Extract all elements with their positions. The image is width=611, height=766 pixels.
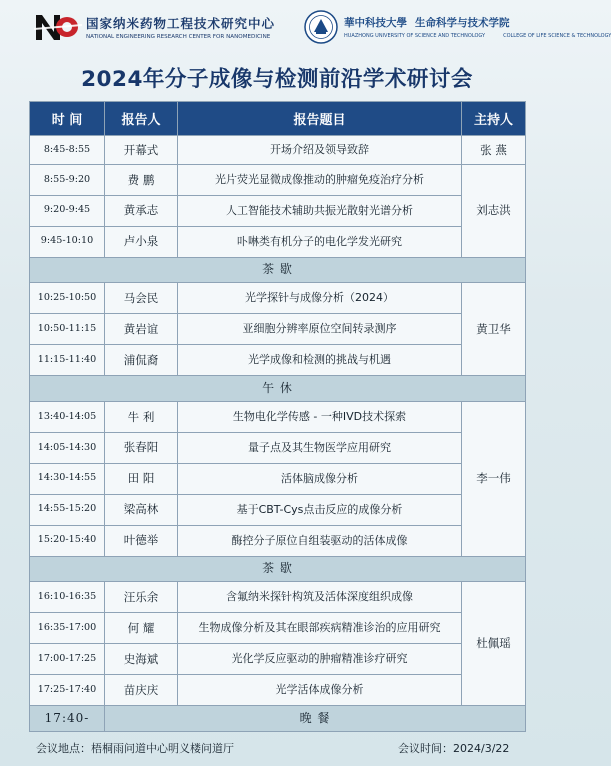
break-label: 晚 餐 [105,705,526,731]
speaker-cell: 黄承志 [105,195,178,226]
break-row [30,376,526,402]
topic-cell: 活体脑成像分析 [178,463,462,494]
speaker-cell: 叶德举 [105,525,178,556]
schedule-body [30,136,526,732]
speaker-cell: 史海斌 [105,644,178,675]
speaker-cell: 开幕式 [105,136,178,165]
speaker-cell: 梁高林 [105,494,178,525]
topic-cell: 卟啉类有机分子的电化学发光研究 [178,226,462,257]
session-row [30,613,526,644]
header [0,0,611,52]
time-cell: 8:45-8:55 [30,136,105,165]
page-title: 2024年分子成像与检测前沿学术研讨会 [81,67,473,92]
time-cell: 15:20-15:40 [30,525,105,556]
institute-name-cn: 国家纳米药物工程技术研究中心 [86,16,276,31]
time-cell: 14:55-15:20 [30,494,105,525]
time-cell: 17:40- [30,705,105,731]
time-cell: 17:25-17:40 [30,675,105,706]
time-cell: 16:10-16:35 [30,582,105,613]
speaker-cell: 卢小泉 [105,226,178,257]
speaker-cell: 浦侃裔 [105,345,178,376]
university-logo [304,10,611,44]
time-cell: 17:00-17:25 [30,644,105,675]
break-label: 茶 歇 [30,556,526,582]
speaker-cell: 田 阳 [105,463,178,494]
break-label: 午 休 [30,376,526,402]
topic-cell: 光片荧光显微成像推动的肿瘤免疫治疗分析 [178,164,462,195]
column-header-topic: 报告题目 [178,102,462,136]
time-cell: 16:35-17:00 [30,613,105,644]
institute-name-en: NATIONAL ENGINEERING RESEARCH CENTER FOR NANOMEDICINE [86,34,271,40]
time-cell: 13:40-14:05 [30,401,105,432]
session-row [30,525,526,556]
session-row [30,401,526,432]
column-header-speaker: 报告人 [105,102,178,136]
speaker-cell: 何 耀 [105,613,178,644]
session-row [30,432,526,463]
session-row [30,226,526,257]
session-row [30,582,526,613]
chair-cell: 黄卫华 [462,283,526,376]
time-cell: 11:15-11:40 [30,345,105,376]
college-name-en: COLLEGE OF LIFE SCIENCE & TECHNOLOGY [503,33,611,39]
break-label: 茶 歇 [30,257,526,283]
break-row [30,705,526,731]
topic-cell: 光学活体成像分析 [178,675,462,706]
session-row [30,494,526,525]
topic-cell: 基于CBT-Cys点击反应的成像分析 [178,494,462,525]
university-name-en: HUAZHONG UNIVERSITY OF SCIENCE AND TECHNOLOGY [344,33,486,39]
time-cell: 14:05-14:30 [30,432,105,463]
column-header-time: 时 间 [30,102,105,136]
session-row [30,195,526,226]
topic-cell: 量子点及其生物医学应用研究 [178,432,462,463]
schedule-table [29,101,526,732]
topic-cell: 亚细胞分辨率原位空间转录测序 [178,314,462,345]
speaker-cell: 牛 利 [105,401,178,432]
time-cell: 10:50-11:15 [30,314,105,345]
chair-cell: 张 燕 [462,136,526,165]
university-name-cn: 華中科技大學 [344,17,407,29]
speaker-cell: 黄岩谊 [105,314,178,345]
session-row [30,136,526,165]
session-row [30,283,526,314]
column-header-chair: 主持人 [462,102,526,136]
topic-cell: 生物电化学传感 - 一种IVD技术探索 [178,401,462,432]
date-text: 会议时间：2024/3/22 [398,742,510,755]
time-cell: 14:30-14:55 [30,463,105,494]
session-row [30,345,526,376]
speaker-cell: 马会民 [105,283,178,314]
topic-cell: 光化学反应驱动的肿瘤精准诊疗研究 [178,644,462,675]
topic-cell: 酶控分子原位自组装驱动的活体成像 [178,525,462,556]
speaker-cell: 费 鹏 [105,164,178,195]
university-seal-icon [304,10,338,44]
time-cell: 8:55-9:20 [30,164,105,195]
topic-cell: 光学探针与成像分析（2024） [178,283,462,314]
break-row [30,556,526,582]
institute-logo [34,12,275,42]
break-row [30,257,526,283]
nano-logo-icon [34,12,82,42]
session-row [30,314,526,345]
time-cell: 9:45-10:10 [30,226,105,257]
topic-cell: 人工智能技术辅助共振光散射光谱分析 [178,195,462,226]
topic-cell: 生物成像分析及其在眼部疾病精准诊治的应用研究 [178,613,462,644]
chair-cell: 李一伟 [462,401,526,556]
session-row [30,675,526,706]
session-row [30,644,526,675]
topic-cell: 光学成像和检测的挑战与机遇 [178,345,462,376]
session-row [30,463,526,494]
chair-cell: 刘志洪 [462,164,526,257]
topic-cell: 开场介绍及领导致辞 [178,136,462,165]
speaker-cell: 张春阳 [105,432,178,463]
session-row [30,164,526,195]
topic-cell: 含氟纳米探针构筑及活体深度组织成像 [178,582,462,613]
time-cell: 10:25-10:50 [30,283,105,314]
chair-cell: 杜佩瑶 [462,582,526,706]
speaker-cell: 汪乐余 [105,582,178,613]
time-cell: 9:20-9:45 [30,195,105,226]
venue-text: 会议地点：梧桐雨问道中心明义楼问道厅 [36,742,234,755]
college-name-cn: 生命科学与技术学院 [415,17,510,29]
speaker-cell: 苗庆庆 [105,675,178,706]
table-header-row [30,102,526,136]
